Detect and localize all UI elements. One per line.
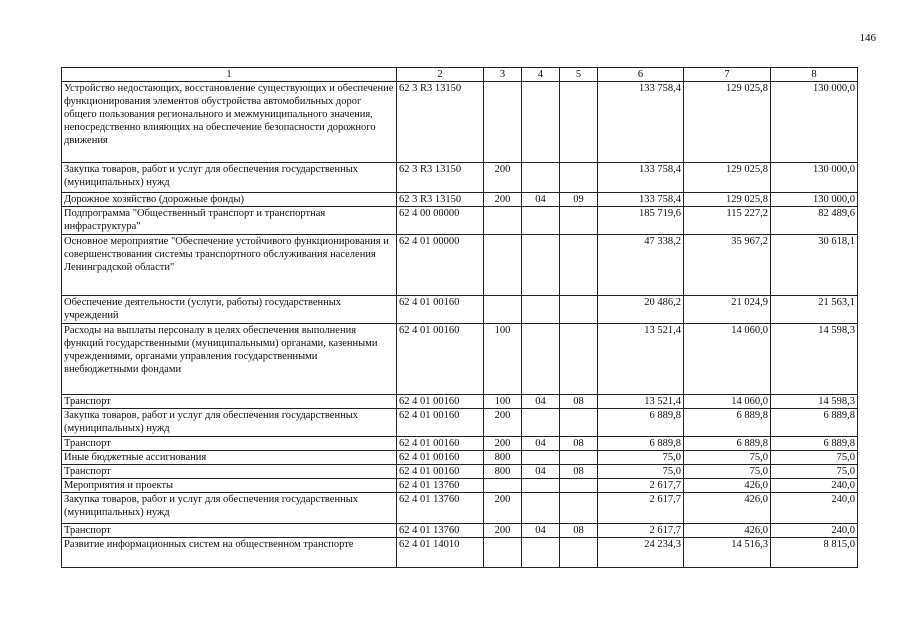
row-name: Закупка товаров, работ и услуг для обеспечения государственных (муниципальных) нужд — [62, 163, 397, 193]
row-value-8: 130 000,0 — [771, 193, 858, 207]
row-vr: 200 — [484, 524, 522, 538]
row-vr — [484, 207, 522, 235]
row-pr — [560, 409, 598, 437]
row-pr — [560, 296, 598, 324]
row-name: Устройство недостающих, восстановление существующих и обеспечение функционирования элементов обустройства автомобильных дорог общего пользования регионального и межмуниципального значения, непосредственно влияющих на обеспечение безопасности дорожного движения — [62, 82, 397, 163]
row-code: 62 3 R3 13150 — [397, 82, 484, 163]
row-rz: 04 — [522, 465, 560, 479]
row-code: 62 4 01 00160 — [397, 395, 484, 409]
row-pr — [560, 207, 598, 235]
row-value-7: 426,0 — [684, 524, 771, 538]
row-pr — [560, 163, 598, 193]
row-name: Мероприятия и проекты — [62, 479, 397, 493]
row-vr: 800 — [484, 465, 522, 479]
table-row — [62, 409, 858, 437]
row-name: Транспорт — [62, 465, 397, 479]
row-value-6: 133 758,4 — [598, 82, 684, 163]
row-value-8: 75,0 — [771, 451, 858, 465]
row-value-6: 2 617,7 — [598, 493, 684, 524]
table-row — [62, 451, 858, 465]
column-header: 2 — [397, 68, 484, 82]
row-code: 62 4 01 14010 — [397, 538, 484, 568]
row-name: Транспорт — [62, 395, 397, 409]
row-vr — [484, 82, 522, 163]
table-row — [62, 235, 858, 296]
row-pr — [560, 324, 598, 395]
row-value-7: 426,0 — [684, 493, 771, 524]
row-pr — [560, 235, 598, 296]
row-code: 62 4 01 00160 — [397, 451, 484, 465]
row-pr — [560, 479, 598, 493]
row-pr — [560, 451, 598, 465]
row-code: 62 4 00 00000 — [397, 207, 484, 235]
row-code: 62 4 01 00000 — [397, 235, 484, 296]
row-rz: 04 — [522, 395, 560, 409]
row-value-7: 129 025,8 — [684, 163, 771, 193]
row-code: 62 4 01 13760 — [397, 493, 484, 524]
row-name: Транспорт — [62, 524, 397, 538]
row-name: Дорожное хозяйство (дорожные фонды) — [62, 193, 397, 207]
row-value-7: 129 025,8 — [684, 82, 771, 163]
table-row — [62, 493, 858, 524]
table-row — [62, 324, 858, 395]
row-value-6: 133 758,4 — [598, 163, 684, 193]
row-value-8: 130 000,0 — [771, 163, 858, 193]
row-value-8: 6 889,8 — [771, 437, 858, 451]
row-vr: 800 — [484, 451, 522, 465]
table-row — [62, 538, 858, 568]
column-header: 1 — [62, 68, 397, 82]
row-value-7: 75,0 — [684, 465, 771, 479]
page-number: 146 — [859, 32, 876, 44]
row-pr — [560, 82, 598, 163]
row-value-6: 2 617,7 — [598, 479, 684, 493]
row-value-6: 2 617,7 — [598, 524, 684, 538]
table-row — [62, 193, 858, 207]
row-vr: 200 — [484, 437, 522, 451]
row-rz: 04 — [522, 193, 560, 207]
row-value-6: 24 234,3 — [598, 538, 684, 568]
row-value-6: 13 521,4 — [598, 324, 684, 395]
header-row — [62, 68, 858, 82]
row-code: 62 4 01 13760 — [397, 524, 484, 538]
row-name: Иные бюджетные ассигнования — [62, 451, 397, 465]
row-value-7: 115 227,2 — [684, 207, 771, 235]
row-value-7: 14 516,3 — [684, 538, 771, 568]
table-row — [62, 207, 858, 235]
row-pr: 08 — [560, 395, 598, 409]
row-vr: 100 — [484, 324, 522, 395]
row-value-8: 240,0 — [771, 479, 858, 493]
row-code: 62 4 01 13760 — [397, 479, 484, 493]
column-header: 8 — [771, 68, 858, 82]
row-vr — [484, 235, 522, 296]
row-pr: 08 — [560, 437, 598, 451]
row-value-8: 6 889,8 — [771, 409, 858, 437]
row-code: 62 4 01 00160 — [397, 437, 484, 451]
table-row — [62, 296, 858, 324]
row-name: Закупка товаров, работ и услуг для обеспечения государственных (муниципальных) нужд — [62, 493, 397, 524]
row-name: Развитие информационных систем на общественном транспорте — [62, 538, 397, 568]
row-rz — [522, 207, 560, 235]
row-value-8: 240,0 — [771, 524, 858, 538]
table-row — [62, 479, 858, 493]
row-vr: 200 — [484, 193, 522, 207]
row-pr: 08 — [560, 465, 598, 479]
row-value-6: 133 758,4 — [598, 193, 684, 207]
row-value-7: 6 889,8 — [684, 409, 771, 437]
column-header: 4 — [522, 68, 560, 82]
row-value-8: 75,0 — [771, 465, 858, 479]
row-vr — [484, 296, 522, 324]
row-rz — [522, 479, 560, 493]
row-rz — [522, 82, 560, 163]
row-name: Подпрограмма "Общественный транспорт и транспортная инфраструктура" — [62, 207, 397, 235]
row-rz — [522, 324, 560, 395]
column-header: 3 — [484, 68, 522, 82]
row-value-6: 6 889,8 — [598, 437, 684, 451]
row-pr: 08 — [560, 524, 598, 538]
row-pr — [560, 538, 598, 568]
budget-table — [61, 67, 858, 568]
row-name: Закупка товаров, работ и услуг для обеспечения государственных (муниципальных) нужд — [62, 409, 397, 437]
row-rz — [522, 538, 560, 568]
row-value-7: 14 060,0 — [684, 395, 771, 409]
row-value-6: 47 338,2 — [598, 235, 684, 296]
row-value-7: 75,0 — [684, 451, 771, 465]
row-value-8: 14 598,3 — [771, 324, 858, 395]
row-name: Основное мероприятие "Обеспечение устойчивого функционирования и совершенствования системы транспортного обслуживания населения Ленинградской области" — [62, 235, 397, 296]
row-code: 62 4 01 00160 — [397, 409, 484, 437]
row-value-7: 426,0 — [684, 479, 771, 493]
row-code: 62 3 R3 13150 — [397, 193, 484, 207]
row-code: 62 3 R3 13150 — [397, 163, 484, 193]
row-vr — [484, 538, 522, 568]
row-vr: 100 — [484, 395, 522, 409]
table-row — [62, 465, 858, 479]
row-vr — [484, 479, 522, 493]
row-vr: 200 — [484, 163, 522, 193]
table-row — [62, 524, 858, 538]
row-value-7: 6 889,8 — [684, 437, 771, 451]
row-value-8: 82 489,6 — [771, 207, 858, 235]
table-row — [62, 82, 858, 163]
row-vr: 200 — [484, 493, 522, 524]
table-row — [62, 437, 858, 451]
row-value-6: 75,0 — [598, 451, 684, 465]
row-value-8: 130 000,0 — [771, 82, 858, 163]
row-rz — [522, 409, 560, 437]
row-rz — [522, 235, 560, 296]
row-value-7: 129 025,8 — [684, 193, 771, 207]
row-code: 62 4 01 00160 — [397, 465, 484, 479]
row-value-6: 75,0 — [598, 465, 684, 479]
row-rz: 04 — [522, 437, 560, 451]
row-value-7: 14 060,0 — [684, 324, 771, 395]
row-value-6: 185 719,6 — [598, 207, 684, 235]
column-header: 5 — [560, 68, 598, 82]
row-value-6: 13 521,4 — [598, 395, 684, 409]
row-value-8: 240,0 — [771, 493, 858, 524]
row-name: Обеспечение деятельности (услуги, работы) государственных учреждений — [62, 296, 397, 324]
column-header: 6 — [598, 68, 684, 82]
column-header: 7 — [684, 68, 771, 82]
row-value-7: 21 024,9 — [684, 296, 771, 324]
row-rz — [522, 163, 560, 193]
row-value-8: 21 563,1 — [771, 296, 858, 324]
row-value-8: 14 598,3 — [771, 395, 858, 409]
table-row — [62, 395, 858, 409]
row-value-6: 20 486,2 — [598, 296, 684, 324]
row-rz — [522, 451, 560, 465]
row-name: Транспорт — [62, 437, 397, 451]
row-pr: 09 — [560, 193, 598, 207]
row-pr — [560, 493, 598, 524]
row-name: Расходы на выплаты персоналу в целях обеспечения выполнения функций государственными (муниципальными) органами, казенными учреждениями, органами управления государственными внебюджетными фондами — [62, 324, 397, 395]
row-value-8: 8 815,0 — [771, 538, 858, 568]
row-code: 62 4 01 00160 — [397, 324, 484, 395]
row-value-6: 6 889,8 — [598, 409, 684, 437]
row-rz — [522, 493, 560, 524]
table-row — [62, 163, 858, 193]
row-value-7: 35 967,2 — [684, 235, 771, 296]
row-rz: 04 — [522, 524, 560, 538]
row-rz — [522, 296, 560, 324]
row-vr: 200 — [484, 409, 522, 437]
row-value-8: 30 618,1 — [771, 235, 858, 296]
row-code: 62 4 01 00160 — [397, 296, 484, 324]
